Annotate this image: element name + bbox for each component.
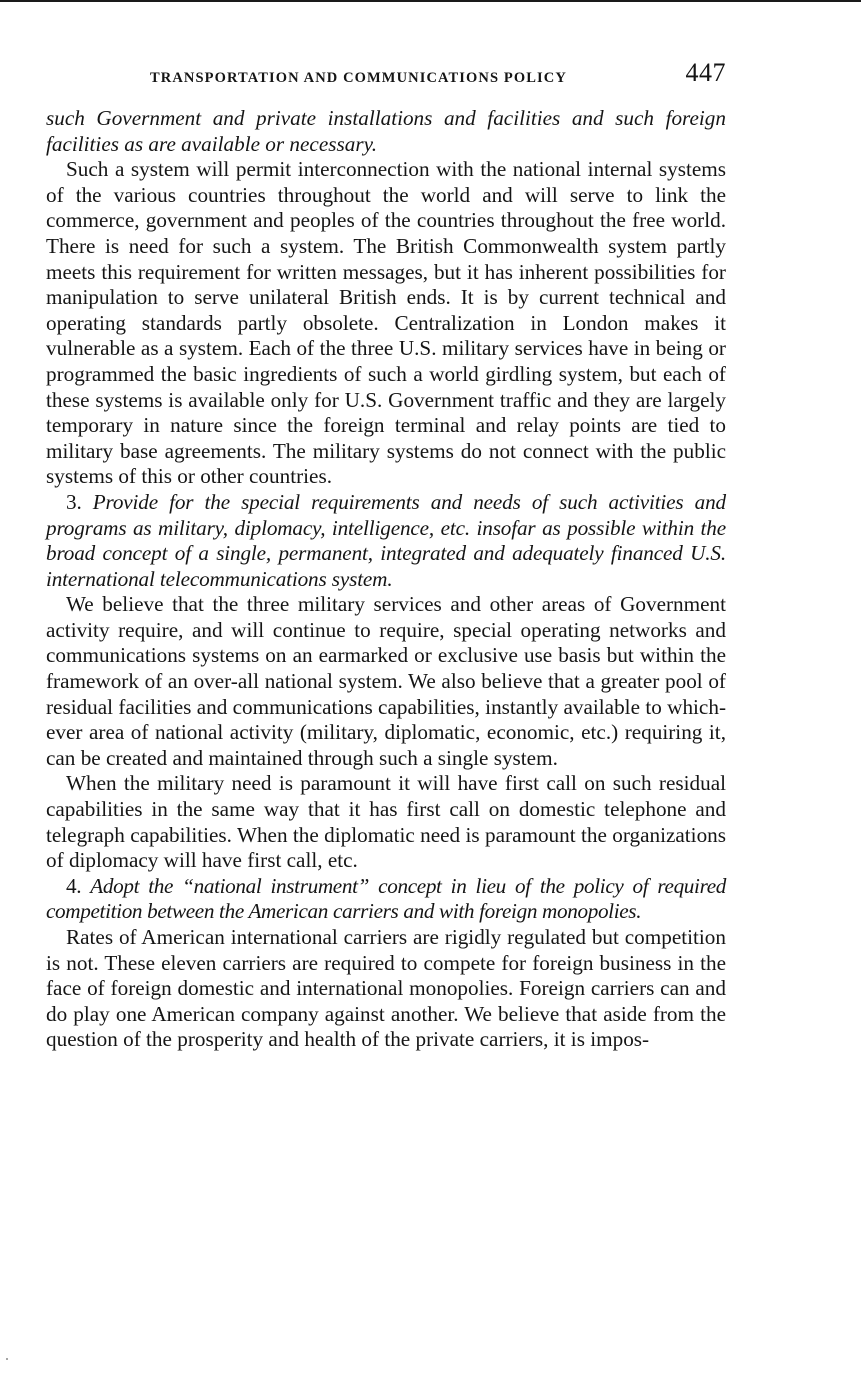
paragraph-system-interconnection: Such a system will permit interconnection with the national internal systems of the various countries throughout the world and will serve to link the commerce, government and peoples of the countries throughout the free world. There is need for such a system. The British Commonwealth system partly meets this requirement for written messages, but it has inherent possibilities for manipulation to serve unilateral British ends. It is by current technical and operating standards partly obsolete. Centralization in London makes it vulnerable as a system. Each of the three U.S. military services have in being or programmed the basic ingredients of such a world girdling system, but each of these systems is available only for U.S. Government traffic and they are largely temporary in nature since the foreign terminal and relay points are tied to military base agreements. The military systems do not connect with the public systems of this or other countries.: [46, 157, 726, 489]
paragraph-recommendation-4: [46, 874, 726, 925]
recommendation-text: Provide for the special requirements and needs of such activities and programs as military, diplomacy, intelligence, etc. insofar as possible within the broad concept of a single, permanent, integrated and adequately financed U.S. international telecommunications system.: [46, 489, 726, 591]
running-head-title: TRANSPORTATION AND COMMUNICATIONS POLICY: [150, 70, 567, 86]
paragraph-rates-competition: Rates of American international carriers are rigidly regulated but competition is not. These eleven carriers are required to compete for foreign business in the face of foreign domestic and international monopolies. Foreign carriers can and do play one American company against another. We believe that aside from the question of the prosperity and health of the private carriers, it is impos-: [46, 925, 726, 1052]
paper-speck: [6, 1358, 8, 1360]
paragraph-recommendation-3: [46, 490, 726, 592]
recommendation-number: 4.: [66, 873, 82, 898]
recommendation-text: Adopt the “national instrument” concept in lieu of the policy of required competition between the American carriers and with foreign monopolies.: [46, 873, 726, 924]
paragraph-military-services: We believe that the three military services and other areas of Government activity require, and will continue to require, special operating networks and communications systems on an earmarked or exclusive use basis but within the framework of an over-all national system. We also believe that a greater pool of residual facilities and communications capabilities, instantly available to whichever area of national activity (military, diplomatic, economic, etc.) requiring it, can be created and maintained through such a single system.: [46, 592, 726, 770]
body-text: [46, 106, 726, 1053]
paragraph-continuation: such Government and private installations and facilities and such foreign facilities as are available or necessary.: [46, 106, 726, 156]
page-number: 447: [685, 58, 726, 87]
running-head: [46, 58, 726, 94]
recommendation-number: 3.: [66, 489, 82, 514]
paragraph-military-need: When the military need is paramount it will have first call on such residual capabilities in the same way that it has first call on domestic telephone and telegraph capabilities. When the diplomatic need is paramount the organizations of diplomacy will have first call, etc.: [46, 771, 726, 873]
top-edge-rule: [0, 0, 861, 2]
